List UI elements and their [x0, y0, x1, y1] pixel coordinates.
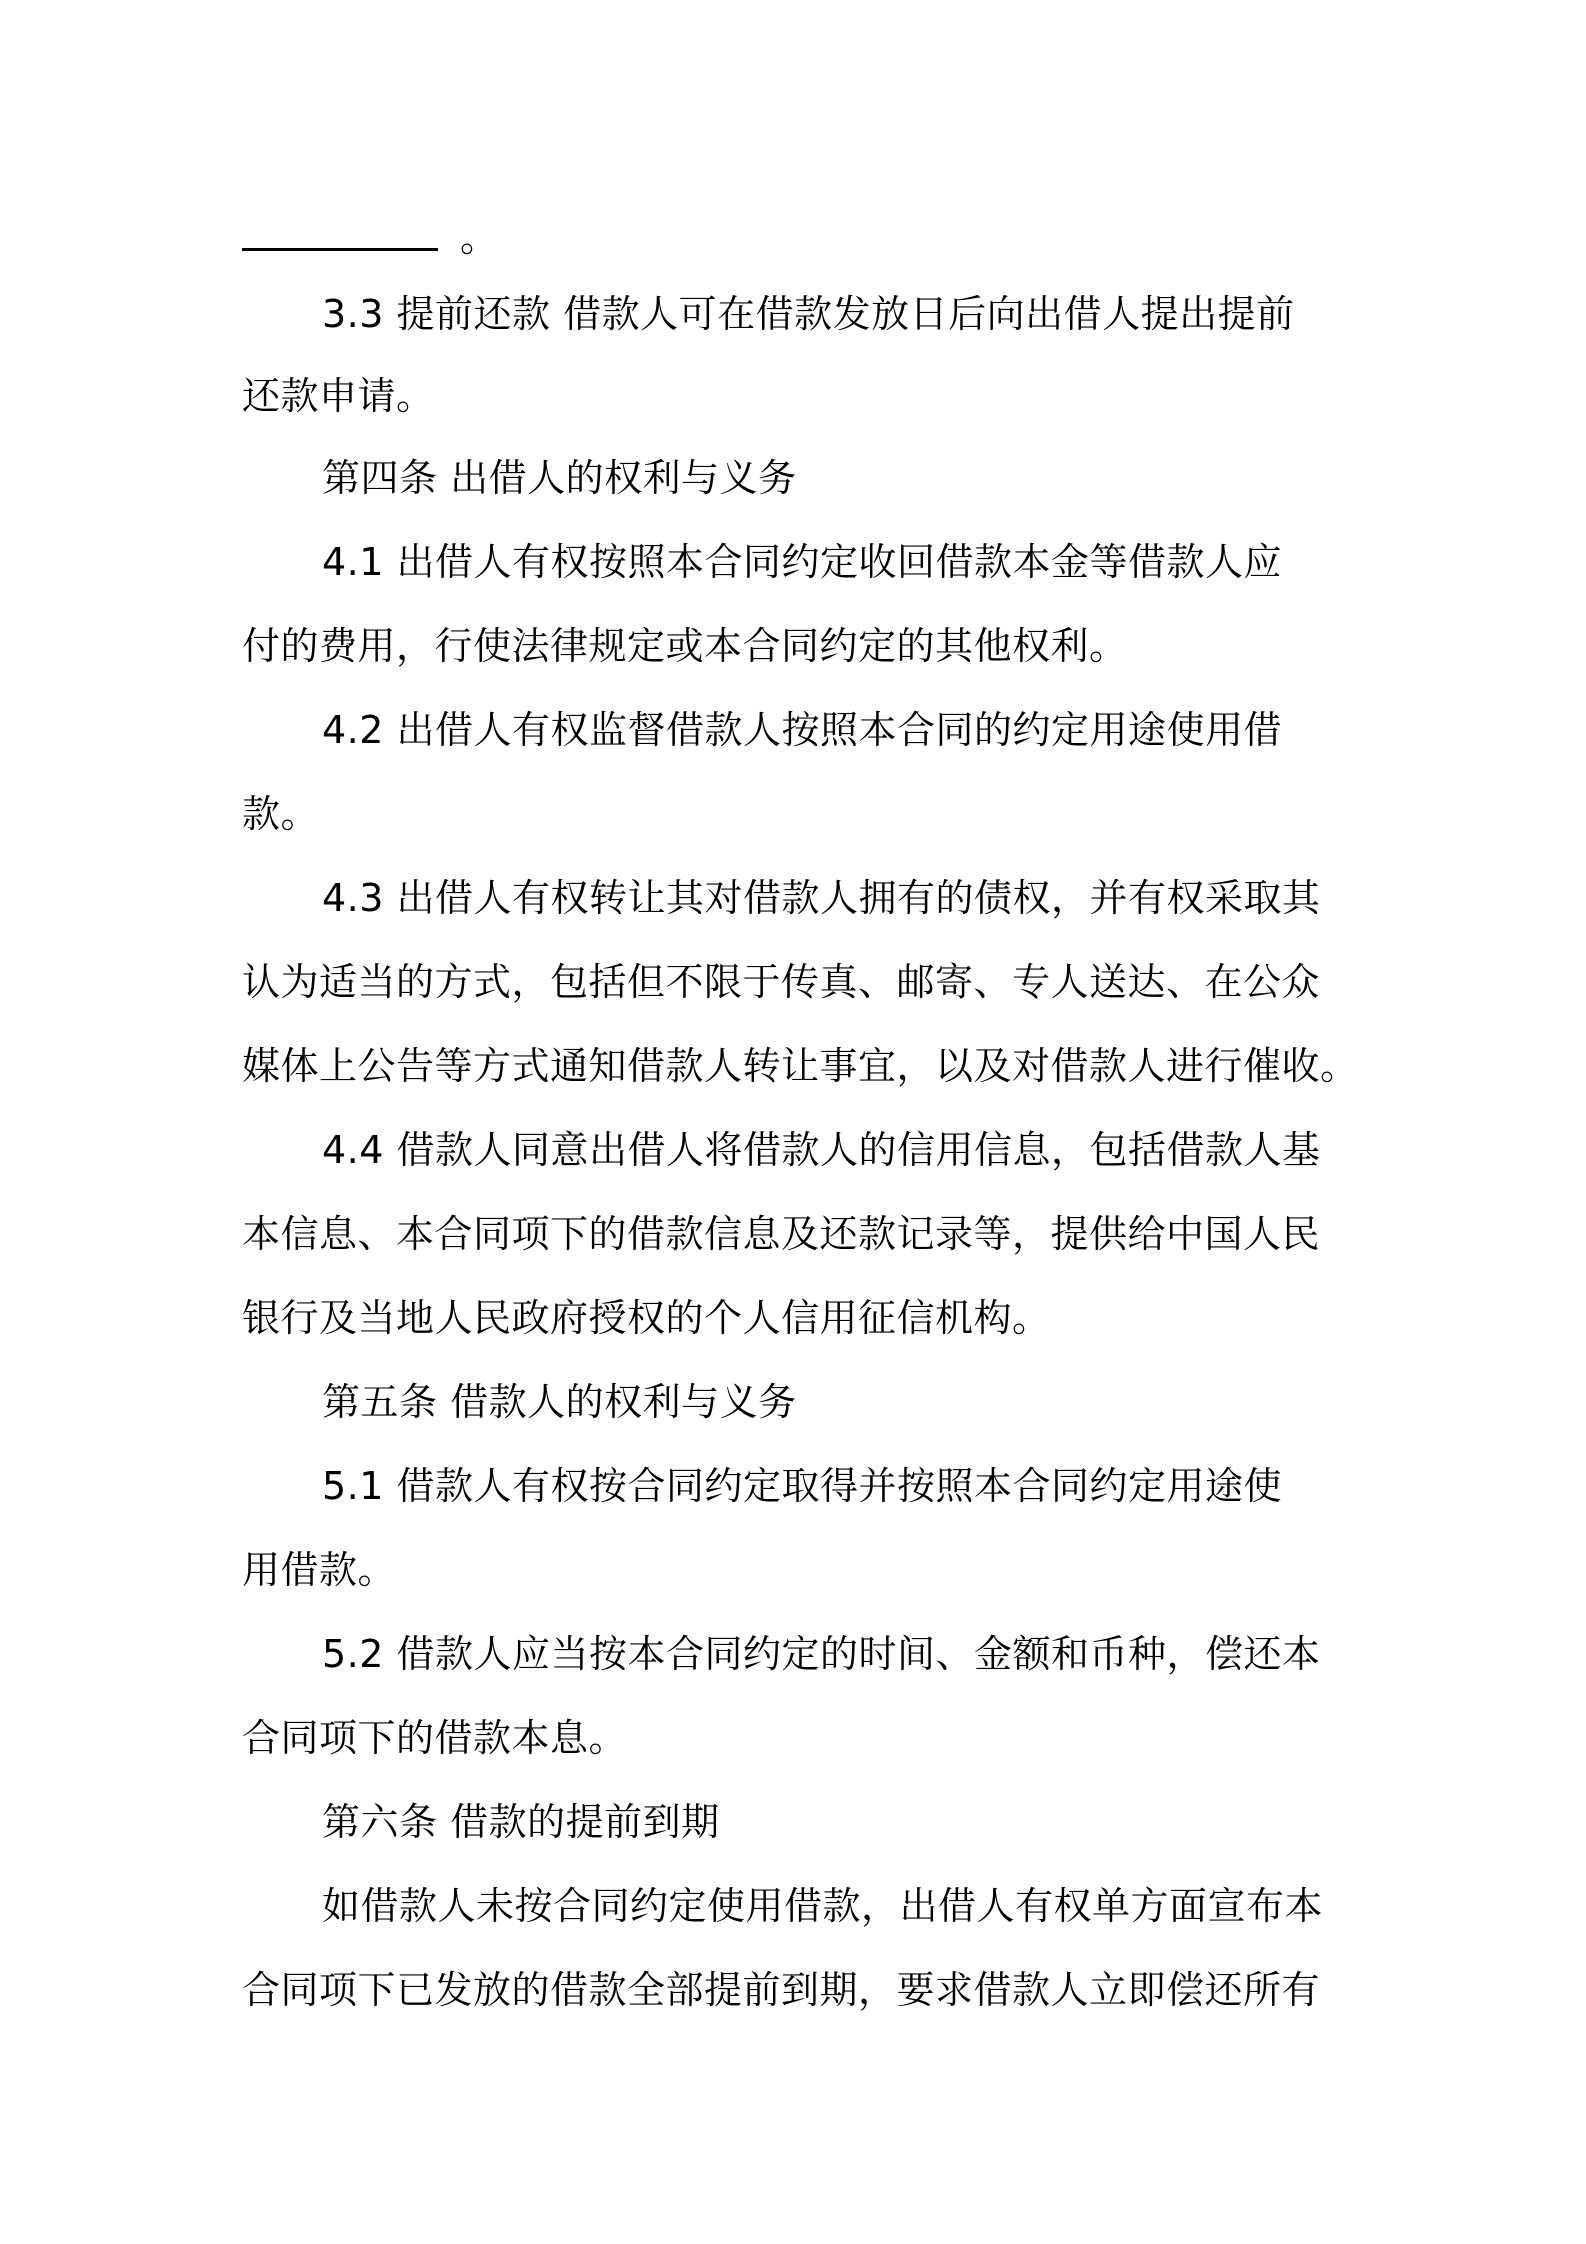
text-line: 。 — [460, 216, 499, 260]
text-line: 媒体上公告等方式通知借款人转让事宜，以及对借款人进行催收。 — [242, 1044, 1359, 1088]
text-line: 4.2 出借人有权监督借款人按照本合同的约定用途使用借 — [322, 708, 1283, 752]
text-line: 本信息、本合同项下的借款信息及还款记录等，提供给中国人民 — [242, 1212, 1321, 1256]
text-line: 合同项下已发放的借款全部提前到期，要求借款人立即偿还所有 — [242, 1968, 1321, 2012]
fill-in-blank — [242, 218, 438, 251]
text-line: 如借款人未按合同约定使用借款，出借人有权单方面宣布本 — [322, 1884, 1324, 1928]
text-line: 还款申请。 — [242, 374, 435, 418]
text-line: 4.1 出借人有权按照本合同约定收回借款本金等借款人应 — [322, 540, 1283, 584]
article-heading: 第四条 出借人的权利与义务 — [322, 456, 797, 500]
text-line: 4.3 出借人有权转让其对借款人拥有的债权，并有权采取其 — [322, 876, 1321, 920]
text-line: 合同项下的借款本息。 — [242, 1716, 628, 1760]
text-line: 付的费用，行使法律规定或本合同约定的其他权利。 — [242, 624, 1128, 668]
text-line: 款。 — [242, 792, 320, 836]
text-line: 5.2 借款人应当按本合同约定的时间、金额和币种，偿还本 — [322, 1632, 1321, 1676]
blank-line — [242, 212, 1362, 264]
text-line: 4.4 借款人同意出借人将借款人的信用信息，包括借款人基 — [322, 1128, 1321, 1172]
text-line: 3.3 提前还款 借款人可在借款发放日后向出借人提出提前 — [322, 292, 1295, 336]
text-line: 用借款。 — [242, 1548, 397, 1592]
article-heading: 第五条 借款人的权利与义务 — [322, 1380, 797, 1424]
text-line: 5.1 借款人有权按合同约定取得并按照本合同约定用途使 — [322, 1464, 1283, 1508]
article-heading: 第六条 借款的提前到期 — [322, 1800, 720, 1844]
text-line: 认为适当的方式，包括但不限于传真、邮寄、专人送达、在公众 — [242, 960, 1321, 1004]
text-line: 银行及当地人民政府授权的个人信用征信机构。 — [242, 1296, 1051, 1340]
